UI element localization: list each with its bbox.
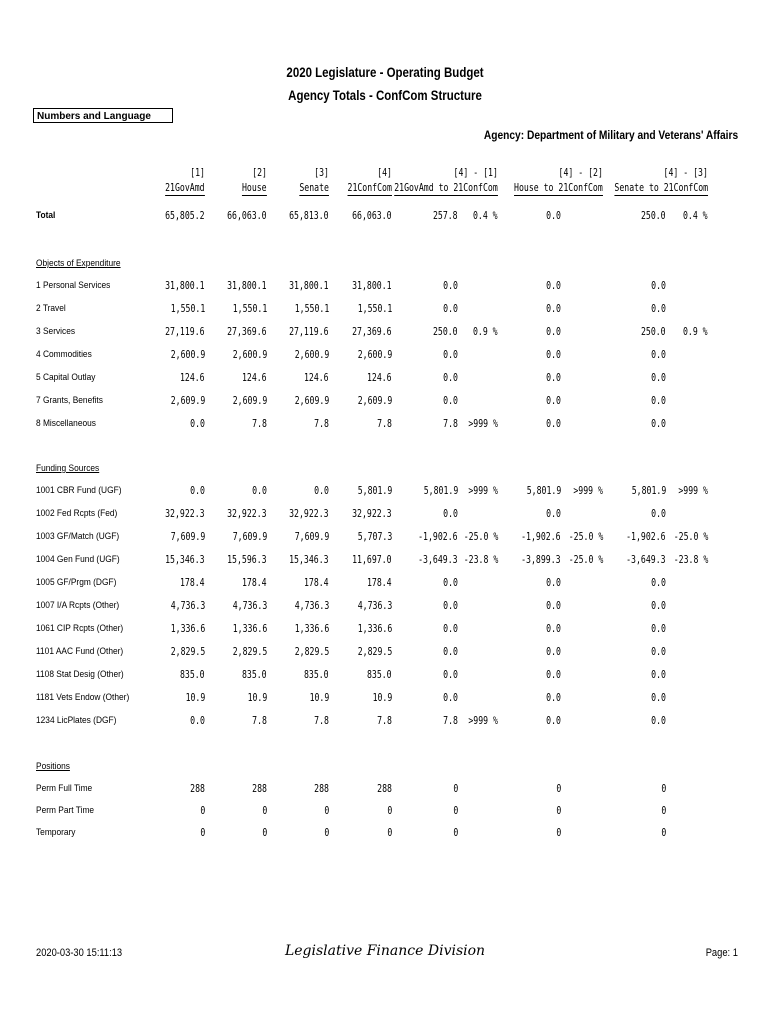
table-cell: 0.0 [651,508,666,520]
table-cell: 2,609.9 [170,395,205,407]
row-label: 5 Capital Outlay [36,372,96,383]
row-label: 1108 Stat Desig (Other) [36,669,124,680]
report-title: 2020 Legislature - Operating Budget [286,64,484,80]
table-cell: 0.0 [651,418,666,430]
table-cell: 0 [387,827,392,839]
table-cell: 0.0 [651,577,666,589]
table-cell: 4,736.3 [294,600,329,612]
table-cell: 0.0 [546,692,561,704]
column-header-index: [4] - [1] [453,167,498,179]
table-cell: 1,336.6 [170,623,205,635]
table-cell: 0.0 [190,485,205,497]
table-cell: 0 [661,805,666,817]
column-header-label [394,181,498,196]
table-cell: -25.0 % [463,531,498,543]
table-cell: 0.0 [651,715,666,727]
column-header-index: [4] - [2] [558,167,603,179]
row-label: 1101 AAC Fund (Other) [36,646,124,657]
table-cell: 0.0 [190,418,205,430]
table-cell: 0 [262,827,267,839]
table-cell: 0 [200,805,205,817]
table-cell: 178.4 [242,577,267,589]
table-cell: 0.0 [651,280,666,292]
table-cell: 32,922.3 [227,508,267,520]
table-cell: 0.0 [443,280,458,292]
table-cell: 178.4 [180,577,205,589]
row-label: 1002 Fed Rcpts (Fed) [36,508,118,519]
table-cell: 0 [453,783,458,795]
table-cell: 835.0 [180,669,205,681]
table-cell: -25.0 % [568,554,603,566]
table-cell: 66,063.0 [352,210,392,222]
table-cell: 0.0 [546,577,561,589]
table-cell: 0.0 [314,485,329,497]
table-cell: 835.0 [367,669,392,681]
table-cell: 5,801.9 [526,485,561,497]
row-label: 7 Grants, Benefits [36,395,103,406]
table-cell: 7,609.9 [170,531,205,543]
column-header-index: [4] [377,167,392,179]
table-cell: 0 [262,805,267,817]
footer-timestamp: 2020-03-30 15:11:13 [36,947,123,959]
table-cell: 0.0 [546,600,561,612]
table-cell: 1,550.1 [357,303,392,315]
table-cell: 0.0 [546,715,561,727]
table-cell: -1,902.6 [521,531,561,543]
table-cell: 7.8 [314,418,329,430]
row-label: 8 Miscellaneous [36,418,96,429]
table-cell: 31,800.1 [352,280,392,292]
table-cell: 27,119.6 [289,326,329,338]
table-cell: 2,609.9 [294,395,329,407]
table-cell: 7.8 [443,418,458,430]
table-cell: 0.0 [443,600,458,612]
table-cell: 2,829.5 [294,646,329,658]
table-cell: 10.9 [372,692,392,704]
table-cell: 7,609.9 [232,531,267,543]
table-cell: 27,369.6 [352,326,392,338]
table-cell: 0 [661,827,666,839]
table-cell: 0.0 [546,646,561,658]
table-cell: 124.6 [367,372,392,384]
column-header-label-text: 21GovAmd to 21ConfCom [394,182,498,194]
table-cell: 250.0 [433,326,458,338]
table-cell: 65,813.0 [289,210,329,222]
table-cell: -3,649.3 [418,554,458,566]
table-cell: 288 [377,783,392,795]
footer-page: Page: 1 [705,947,738,959]
table-cell: 10.9 [309,692,329,704]
column-header-label-text: Senate to 21ConfCom [614,182,708,194]
footer-division: Legislative Finance Division [284,943,486,959]
table-cell: 0 [556,805,561,817]
table-cell: 4,736.3 [232,600,267,612]
table-cell: -3,899.3 [521,554,561,566]
table-cell: 2,600.9 [357,349,392,361]
table-cell: 0.0 [443,669,458,681]
table-cell: 0.0 [546,372,561,384]
table-cell: 0.4 % [473,210,498,222]
table-cell: 250.0 [641,326,666,338]
column-header-label-text: House to 21ConfCom [514,182,603,194]
row-label: 1 Personal Services [36,280,111,291]
table-cell: 10.9 [247,692,267,704]
table-cell: -3,649.3 [626,554,666,566]
table-cell: 4,736.3 [357,600,392,612]
table-cell: 1,550.1 [294,303,329,315]
table-cell: 835.0 [304,669,329,681]
table-cell: 5,801.9 [357,485,392,497]
table-cell: 124.6 [242,372,267,384]
row-label: 3 Services [36,326,76,337]
row-label: 1004 Gen Fund (UGF) [36,554,120,565]
table-cell: 5,801.9 [631,485,666,497]
table-cell: 0.0 [651,303,666,315]
table-cell: 0 [324,827,329,839]
table-cell: 0.0 [546,395,561,407]
table-cell: 0.0 [443,395,458,407]
table-cell: 2,829.5 [170,646,205,658]
table-cell: 0.9 % [473,326,498,338]
table-cell: 0 [324,805,329,817]
table-cell: 1,336.6 [294,623,329,635]
table-cell: 7.8 [377,418,392,430]
table-cell: 288 [190,783,205,795]
table-cell: 835.0 [242,669,267,681]
table-cell: 0.0 [651,349,666,361]
row-label: 1003 GF/Match (UGF) [36,531,120,542]
table-cell: 65,805.2 [165,210,205,222]
table-cell: 0.0 [651,372,666,384]
column-header-label-text: Senate [299,182,329,194]
row-label: 1181 Vets Endow (Other) [36,692,130,703]
row-label: 1007 I/A Rcpts (Other) [36,600,120,611]
table-cell: 0 [387,805,392,817]
table-cell: 15,346.3 [289,554,329,566]
column-header-index: [3] [314,167,329,179]
table-cell: 178.4 [304,577,329,589]
agency-name: Agency: Department of Military and Veterans' Affairs [483,128,738,142]
table-cell: 0.4 % [683,210,708,222]
table-cell: 0 [453,805,458,817]
table-cell: 124.6 [304,372,329,384]
table-cell: 2,829.5 [357,646,392,658]
column-header-label-text: 21GovAmd [165,182,205,194]
table-cell: 66,063.0 [227,210,267,222]
table-cell: 0.0 [443,303,458,315]
column-header-label-text: 21ConfCom [347,182,392,194]
table-cell: 124.6 [180,372,205,384]
table-cell: 11,697.0 [352,554,392,566]
table-cell: 0.0 [546,280,561,292]
column-header-index: [2] [252,167,267,179]
table-cell: 0 [556,827,561,839]
table-cell: 2,609.9 [357,395,392,407]
table-cell: 2,600.9 [170,349,205,361]
table-cell: 1,336.6 [232,623,267,635]
table-cell: 5,801.9 [423,485,458,497]
table-cell: 2,600.9 [232,349,267,361]
table-cell: 0.0 [546,418,561,430]
table-cell: 250.0 [641,210,666,222]
table-cell: 0.0 [443,646,458,658]
table-cell: 7,609.9 [294,531,329,543]
table-cell: 32,922.3 [352,508,392,520]
table-cell: 0.0 [546,303,561,315]
table-cell: 0 [556,783,561,795]
table-cell: 7.8 [252,418,267,430]
table-cell: -23.8 % [463,554,498,566]
table-cell: >999 % [468,418,498,430]
table-cell: >999 % [573,485,603,497]
row-label: 1001 CBR Fund (UGF) [36,485,122,496]
table-cell: 0.0 [252,485,267,497]
table-cell: 32,922.3 [289,508,329,520]
table-cell: 10.9 [185,692,205,704]
table-cell: 0.0 [546,349,561,361]
column-header-label-text: House [242,182,267,194]
table-cell: 288 [314,783,329,795]
table-cell: 288 [252,783,267,795]
column-header-index: [1] [190,167,205,179]
table-cell: -25.0 % [673,531,708,543]
table-cell: 27,119.6 [165,326,205,338]
row-label: Perm Part Time [36,805,95,816]
table-cell: 0.0 [546,326,561,338]
table-cell: 0.0 [443,577,458,589]
table-cell: 5,707.3 [357,531,392,543]
table-cell: -25.0 % [568,531,603,543]
table-cell: 0.0 [443,349,458,361]
table-cell: 7.8 [377,715,392,727]
table-cell: -23.8 % [673,554,708,566]
table-cell: 15,346.3 [165,554,205,566]
table-cell: 0.0 [546,508,561,520]
table-cell: 2,829.5 [232,646,267,658]
table-cell: 7.8 [252,715,267,727]
section-heading: Funding Sources [36,463,100,474]
row-label: 1061 CIP Rcpts (Other) [36,623,124,634]
section-heading: Positions [36,761,70,772]
table-cell: 31,800.1 [165,280,205,292]
report-subtitle: Agency Totals - ConfCom Structure [288,87,482,103]
column-header-label [242,181,267,196]
numbers-and-language-box: Numbers and Language [33,108,173,123]
table-cell: 0 [453,827,458,839]
table-cell: 2,609.9 [232,395,267,407]
table-cell: 0.0 [651,600,666,612]
row-label: 1005 GF/Prgm (DGF) [36,577,117,588]
table-cell: 32,922.3 [165,508,205,520]
table-cell: 0 [661,783,666,795]
row-label: Perm Full Time [36,783,93,794]
table-cell: 257.8 [433,210,458,222]
column-header-label [614,181,708,196]
table-cell: -1,902.6 [418,531,458,543]
table-cell: 0.0 [651,669,666,681]
table-cell: -1,902.6 [626,531,666,543]
column-header-label [166,181,205,196]
table-cell: 1,550.1 [170,303,205,315]
table-cell: 0.0 [651,623,666,635]
table-cell: 0.0 [443,623,458,635]
table-cell: 0.0 [651,395,666,407]
table-cell: 1,336.6 [357,623,392,635]
row-label: 4 Commodities [36,349,92,360]
table-cell: 178.4 [367,577,392,589]
table-cell: 0.0 [546,623,561,635]
table-cell: 0.0 [546,210,561,222]
table-cell: 0.0 [651,646,666,658]
table-cell: >999 % [468,715,498,727]
total-row-label: Total [36,210,56,221]
table-cell: 0.0 [546,669,561,681]
table-cell: >999 % [468,485,498,497]
table-cell: 0.0 [443,508,458,520]
column-header-label [299,181,329,196]
table-cell: >999 % [678,485,708,497]
column-header-index: [4] - [3] [663,167,708,179]
table-cell: 0.0 [443,692,458,704]
table-cell: 15,596.3 [227,554,267,566]
section-heading: Objects of Expenditure [36,258,121,269]
table-cell: 7.8 [314,715,329,727]
table-cell: 27,369.6 [227,326,267,338]
table-cell: 0.0 [443,372,458,384]
table-cell: 1,550.1 [232,303,267,315]
table-cell: 4,736.3 [170,600,205,612]
row-label: 2 Travel [36,303,66,314]
column-header-label [514,181,603,196]
row-label: 1234 LicPlates (DGF) [36,715,117,726]
table-cell: 31,800.1 [227,280,267,292]
row-label: Temporary [36,827,76,838]
table-cell: 0.0 [651,692,666,704]
table-cell: 7.8 [443,715,458,727]
table-cell: 0 [200,827,205,839]
column-header-label [348,181,392,196]
table-cell: 31,800.1 [289,280,329,292]
table-cell: 0.0 [190,715,205,727]
table-cell: 2,600.9 [294,349,329,361]
table-cell: 0.9 % [683,326,708,338]
